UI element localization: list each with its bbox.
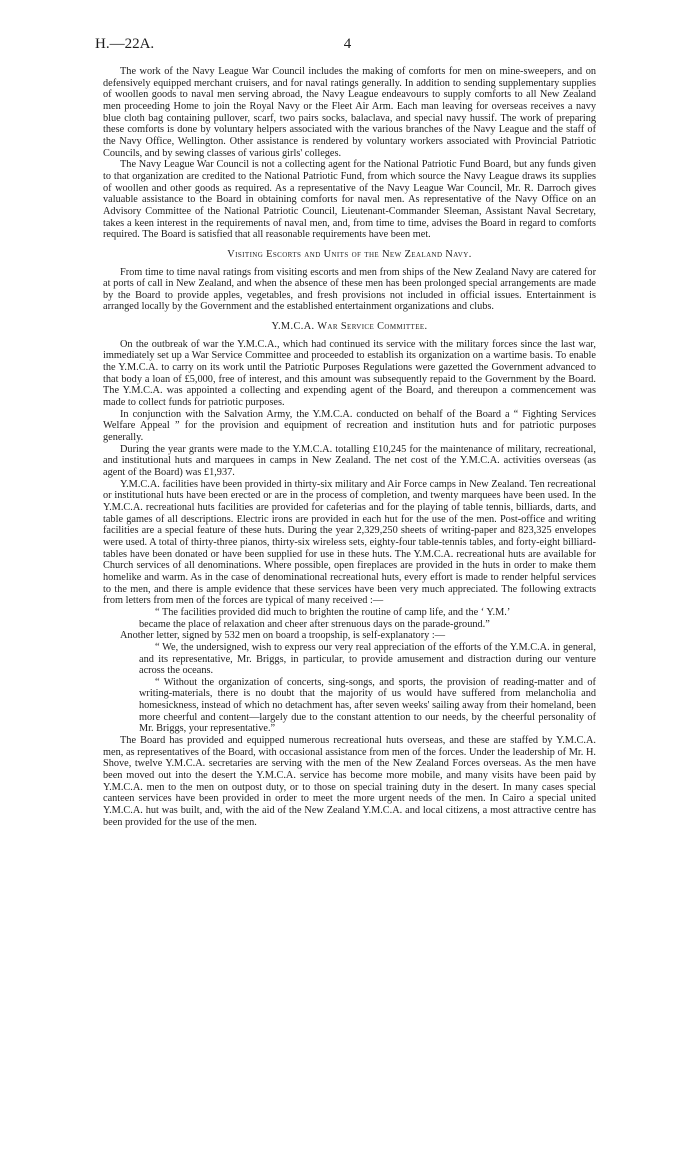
section-heading-visiting-escorts: Visiting Escorts and Units of the New Zealand Navy.: [227, 248, 472, 260]
ymca-paragraph-5: Another letter, signed by 532 men on board a troopship, is self-explanatory :—: [120, 630, 446, 642]
quote-1-line-2: became the place of relaxation and cheer after strenuous days on the parade-ground.”: [139, 618, 490, 630]
navy-paragraph-2: The Navy League War Council is not a collecting agent for the National Patriotic Fund Board, but any funds given to that organization are credited to the National Patriotic Fund, from which source the Navy League draws its supplies of woollen and other goods as required. As a representative of the Navy League War Council, Mr. R. Darroch gives valuable assistance to the Board in obtaining comforts for naval men. As representative of the Navy Office on an Advisory Committee of the National Patriotic Council, Lieutenant-Commander Sleeman, Assistant Naval Secretary, takes a keen interest in the requirements of naval men, and, from time to time, advises the Board in regard to comforts required. The Board is satisfied that all reasonable requirements have been met.: [103, 159, 596, 241]
ymca-paragraph-2: In conjunction with the Salvation Army, the Y.M.C.A. conducted on behalf of the Board a “ Fighting Services Welfare Appeal ” for the provision and equipment of recreation and institution huts and for patriotic purposes generally.: [103, 408, 596, 444]
document-body: [103, 66, 596, 828]
ymca-paragraph-1: On the outbreak of war the Y.M.C.A., which had continued its service with the military forces since the last war, immediately set up a War Service Committee and proceeded to establish its organization on a wartime basis. To enable the Y.M.C.A. to carry on its work until the Patriotic Purposes Regulations were gazetted the Government advanced to that body a loan of £5,000, free of interest, and this amount was subsequently repaid to the Government by the Board. The Y.M.C.A. was appointed a collecting and expending agent of the Board, and thereupon a commencement was made to collect funds for patriotic purposes.: [103, 338, 596, 409]
quote-3: “ Without the organization of concerts, sing-songs, and sports, the provision of reading-matter and of writing-materials, there is no doubt that the majority of us would have suffered from melancholia and homesickness, instead of which no detachment has, after seven weeks' sailing away from their homeland, been more cheerful and content—largely due to the constant attention to our needs, by the cheerful personality of Mr. Briggs, your representative.”: [139, 676, 596, 735]
quote-1-line-1: “ The facilities provided did much to brighten the routine of camp life, and the ‘ Y.M.’: [155, 606, 511, 618]
ymca-paragraph-3: During the year grants were made to the Y.M.C.A. totalling £10,245 for the maintenance of military, recreational, and institutional huts and marquees in camps in New Zealand. The net cost of the Y.M.C.A. activities overseas (as agent of the Board) was £1,937.: [103, 443, 596, 478]
ymca-paragraph-6: The Board has provided and equipped numerous recreational huts overseas, and these are staffed by Y.M.C.A. men, as representatives of the Board, with occasional assistance from men of the forces. Under the leadership of Mr. H. Shove, twelve Y.M.C.A. secretaries are serving with the men of the New Zealand Forces overseas. As the men have been moved out into the desert the Y.M.C.A. service has become more mobile, and many visits have been paid by Y.M.C.A. men to the men on outpost duty, or to those on special training duty in the desert. In many cases special canteen services have been provided in order to meet the more urgent needs of the men. In Cairo a special united Y.M.C.A. hut was built, and, with the aid of the New Zealand Y.M.C.A. and local citizens, a most attractive centre has been provided for the use of the men.: [103, 735, 596, 828]
navy-paragraph-1: The work of the Navy League War Council includes the making of comforts for men on mine-sweepers, and on defensively equipped merchant cruisers, and for naval ratings generally. In addition to sending supplementary supplies of woollen goods to naval men serving abroad, the Navy League endeavours to supply comforts to all New Zealand men proceeding Home to join the Royal Navy or the Fleet Air Arm. Each man leaving for overseas receives a navy blue cloth bag containing pullover, scarf, two pairs socks, balaclava, and special navy hussif. The work of preparing these comforts is done by voluntary helpers associated with the various branches of the Navy League and the staff of the Navy Office, Wellington. Other assistance is rendered by voluntary workers associated with Provincial Patriotic Councils, and by sewing classes of various girls' colleges.: [103, 66, 596, 159]
ymca-paragraph-4: Y.M.C.A. facilities have been provided in thirty-six military and Air Force camps in New Zealand. Ten recreational or institutional huts have been erected or are in the process of completion, and twenty marquees have been used. In the Y.M.C.A. recreational huts facilities are provided for cafeterias and for the playing of table tennis, billiards, darts, and table games of all descriptions. Electric irons are provided in each hut for the use of the men. Post-office and writing facilities are a special feature of these huts. During the year 2,329,250 sheets of writing-paper and 823,325 envelopes were used. A total of thirty-three pianos, thirty-six wireless sets, eighty-four table-tennis tables, and forty-eight billiard-tables have been donated or have been supplied for use in these huts. The Y.M.C.A. recreational huts are available for Church services of all denominations. Where possible, open fireplaces are provided in the huts in order to make them homelike and warm. As in the case of denominational recreational huts, every effort is made to render helpful services to the men, and there is ample evidence that these services have been very much appreciated. The following extracts from letters from men of the forces are typical of many received :—: [103, 478, 596, 607]
document-reference: H.—22A.: [95, 36, 155, 52]
section-heading-ymca: Y.M.C.A. War Service Committee.: [271, 321, 428, 333]
page-number: 4: [343, 36, 352, 52]
visiting-paragraph-1: From time to time naval ratings from visiting escorts and men from ships of the New Zealand Navy are catered for at ports of call in New Zealand, and when the absence of these men has been prolonged special arrangements are made by the Board to provide apples, vegetables, and fresh provisions not included in official issues. Entertainment is arranged locally by the Government and the established entertainment organizations and clubs.: [103, 266, 596, 313]
page-header: [95, 36, 600, 56]
quote-2: “ We, the undersigned, wish to express our very real appreciation of the efforts of the Y.M.C.A. in general, and its representative, Mr. Briggs, in particular, to provide amusement and distraction during our venture across the oceans.: [139, 641, 596, 677]
